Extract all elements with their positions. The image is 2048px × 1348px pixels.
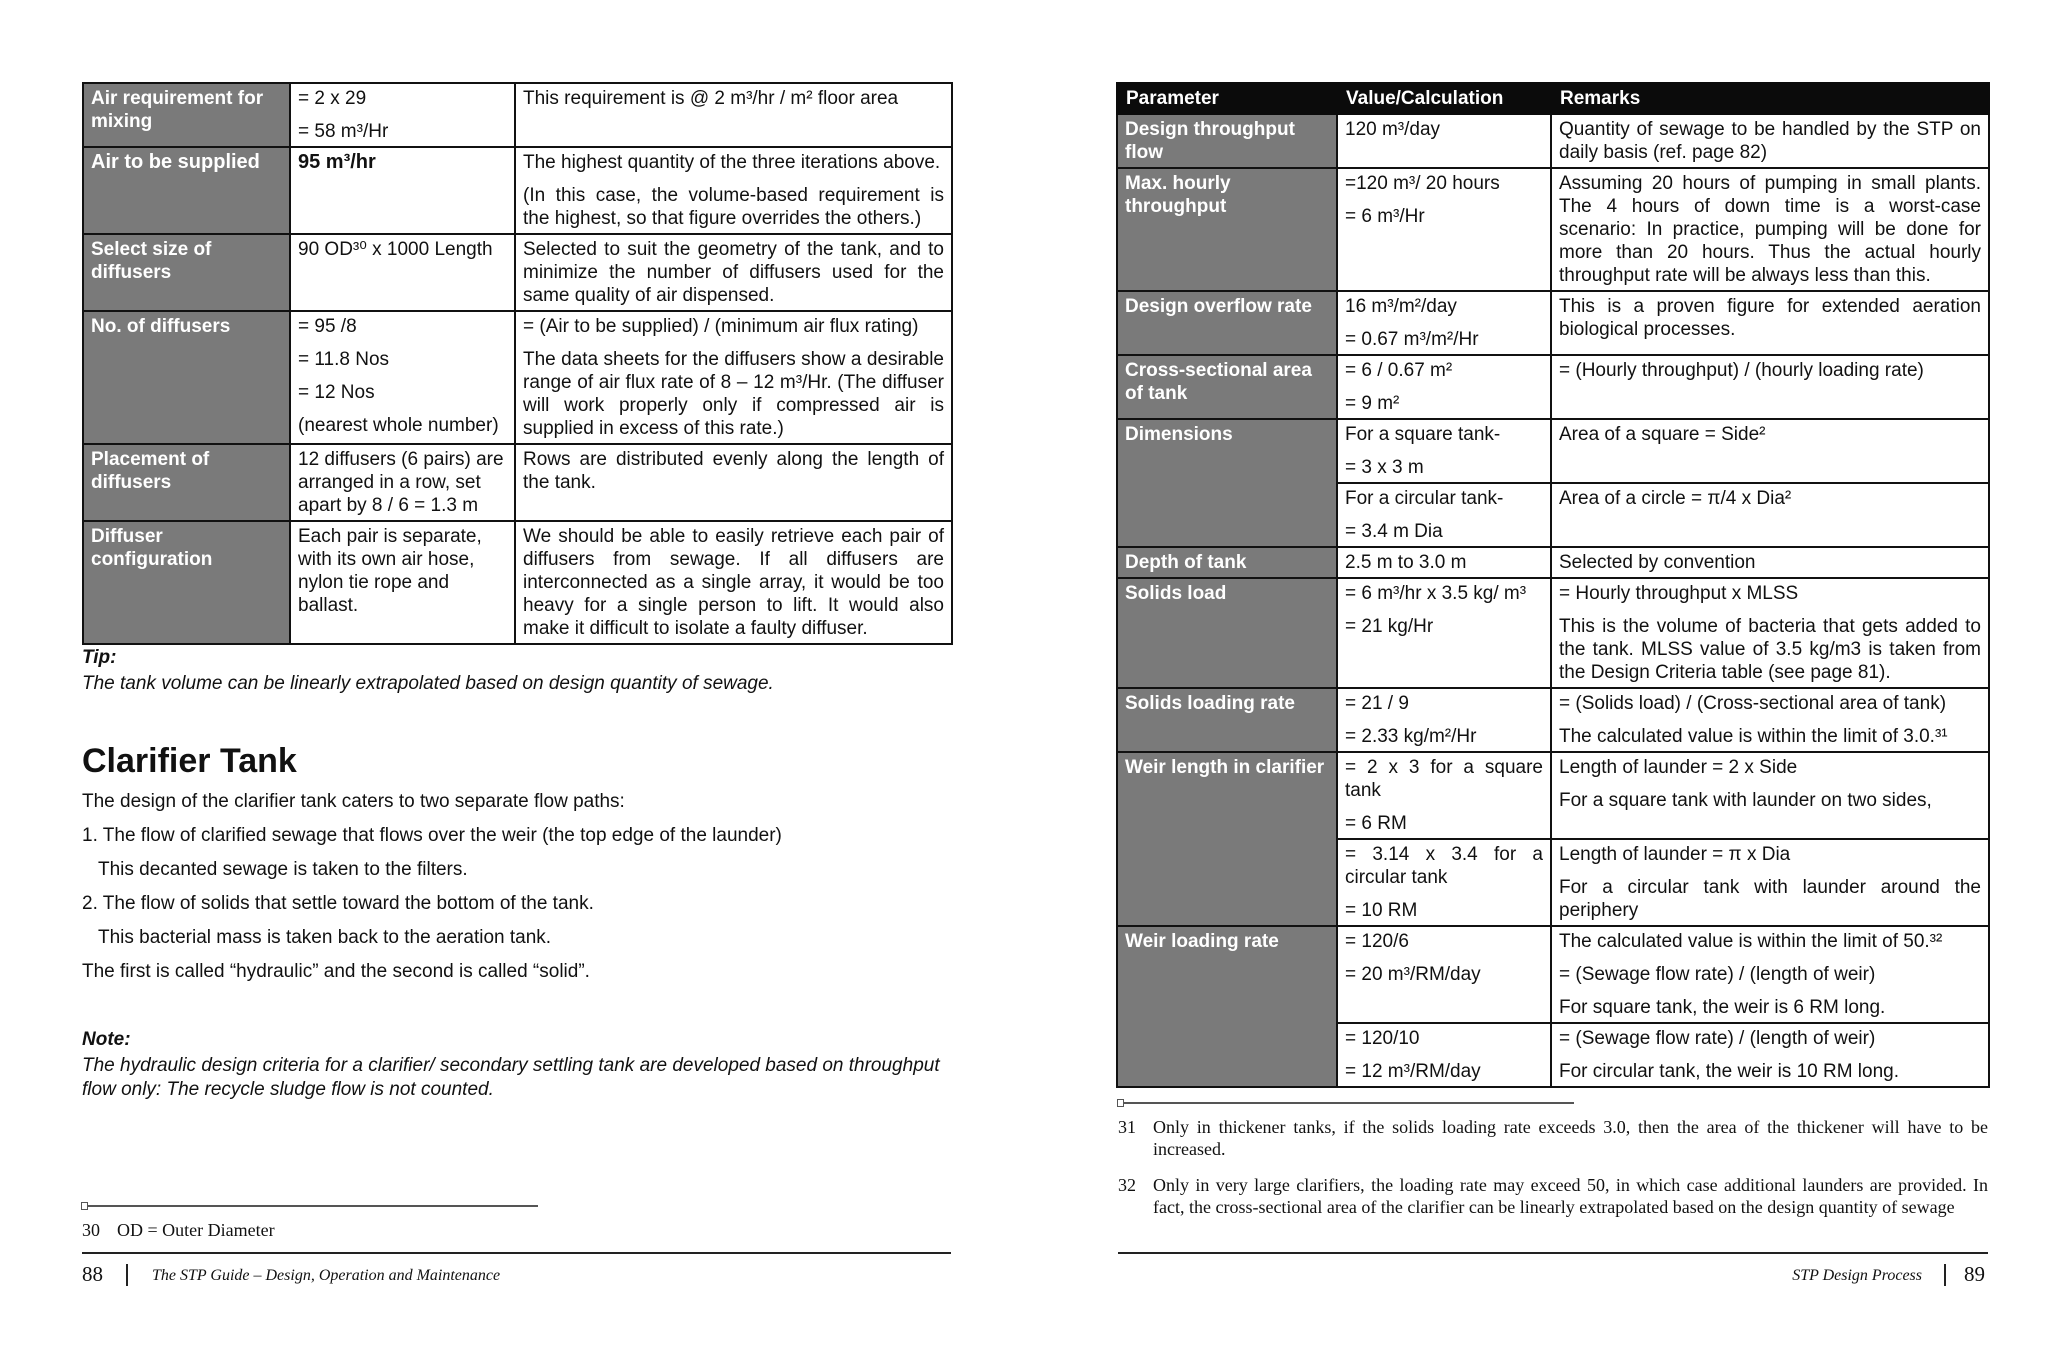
list-item-2-detail: This bacterial mass is taken back to the aeration tank.	[98, 927, 552, 948]
table-row	[1117, 355, 1989, 419]
value-cell	[1337, 839, 1551, 926]
footnote-31	[1118, 1116, 1988, 1162]
footnote-text: Only in very large clarifiers, the loading rate may exceed 50, in which case additional launders are provided. In fact, the cross-sectional area of the clarifier can be linearly extrapolated based on the design quantity of sewage	[1153, 1175, 1988, 1217]
cell-line: Quantity of sewage to be handled by the STP on daily basis (ref. page 82)	[1559, 119, 1981, 163]
remarks-cell	[1551, 291, 1989, 355]
footer-rule	[82, 1252, 951, 1254]
cell-line: Rows are distributed evenly along the length of the tank.	[523, 449, 944, 493]
value-cell	[1337, 547, 1551, 578]
value-cell	[290, 234, 515, 311]
page-number: 88	[82, 1262, 103, 1286]
tip-text: The tank volume can be linearly extrapolated based on design quantity of sewage.	[82, 673, 774, 694]
list-item-2: 2. The flow of solids that settle toward the bottom of the tank.	[82, 893, 594, 914]
value-cell	[1337, 291, 1551, 355]
cell-line: = 0.67 m³/m²/Hr	[1345, 329, 1479, 350]
footer-separator	[126, 1264, 128, 1286]
value-cell	[1337, 1023, 1551, 1087]
cell-line: = (Solids load) / (Cross-sectional area of tank)	[1559, 693, 1947, 714]
aeration-design-table	[82, 82, 953, 645]
cell-line: = 12 m³/RM/day	[1345, 1061, 1481, 1082]
cell-line: For square tank, the weir is 6 RM long.	[1559, 997, 1886, 1018]
cell-line: = 10 RM	[1345, 900, 1418, 921]
table-row	[1117, 291, 1989, 355]
cell-line: = 2 x 29	[298, 88, 367, 109]
paragraph-intro: The design of the clarifier tank caters to two separate flow paths:	[82, 791, 625, 812]
param-cell: Weir loading rate	[1117, 926, 1337, 1087]
table-row	[1117, 419, 1989, 483]
cell-line: = 3 x 3 m	[1345, 457, 1424, 478]
cell-line: The calculated value is within the limit of 50.³²	[1559, 931, 1943, 952]
table-row	[83, 83, 952, 147]
cell-line: = 2 x 3 for a square tank	[1345, 757, 1543, 801]
table-row	[1117, 168, 1989, 291]
cell-line: Length of launder = π x Dia	[1559, 844, 1791, 865]
cell-line: = 6 RM	[1345, 813, 1407, 834]
cell-line: = Hourly throughput x MLSS	[1559, 583, 1799, 604]
param-cell: Air to be supplied	[83, 147, 290, 234]
remarks-cell	[1551, 752, 1989, 839]
remarks-cell	[1551, 483, 1989, 547]
footer-separator-right	[1944, 1264, 1946, 1286]
table-row	[83, 147, 952, 234]
footnote-30	[82, 1219, 682, 1243]
value-cell	[290, 147, 515, 234]
param-cell: Dimensions	[1117, 419, 1337, 547]
remarks-cell	[515, 234, 952, 311]
cell-line: = 9 m²	[1345, 393, 1400, 414]
value-cell	[1337, 355, 1551, 419]
cell-line: = (Air to be supplied) / (minimum air flux rating)	[523, 316, 919, 337]
cell-line: Each pair is separate, with its own air hose, nylon tie rope and ballast.	[298, 526, 482, 616]
cell-line: = (Sewage flow rate) / (length of weir)	[1559, 964, 1876, 985]
footnote-text: OD = Outer Diameter	[117, 1220, 275, 1240]
cell-line: = 2.33 kg/m²/Hr	[1345, 726, 1477, 747]
cell-line: We should be able to easily retrieve each pair of diffusers from sewage. If all diffusers are interconnected as a single array, it would be too heavy for a single person to lift. It would also make it difficult to isolate a faulty diffuser.	[523, 526, 944, 639]
cell-line: = 21 / 9	[1345, 693, 1409, 714]
cell-line: =120 m³/ 20 hours	[1345, 173, 1500, 194]
value-cell	[290, 83, 515, 147]
value-cell	[290, 311, 515, 444]
remarks-cell	[1551, 926, 1989, 1023]
cell-line: Assuming 20 hours of pumping in small plants. The 4 hours of down time is a worst-case scenario: In practice, pumping will be done for more than 20 hours. Thus the actual hourly throughput rate will be always less than this.	[1559, 173, 1981, 286]
cell-line: 120 m³/day	[1345, 119, 1441, 140]
cell-line: (In this case, the volume-based requirement is the highest, so that figure overrides the others.)	[523, 185, 944, 229]
clarifier-design-table	[1116, 82, 1990, 1088]
running-title-right: STP Design Process	[1792, 1267, 1922, 1284]
table-row	[1117, 547, 1989, 578]
cell-line: = 95 /8	[298, 316, 357, 337]
section-title: Clarifier Tank	[82, 742, 297, 780]
value-cell	[290, 521, 515, 644]
param-cell: Placement of diffusers	[83, 444, 290, 521]
param-cell: No. of diffusers	[83, 311, 290, 444]
value-cell	[1337, 752, 1551, 839]
value-cell	[1337, 926, 1551, 1023]
cell-line: 90 OD³⁰ x 1000 Length	[298, 239, 493, 260]
param-cell: Depth of tank	[1117, 547, 1337, 578]
value-cell	[1337, 114, 1551, 168]
remarks-cell	[515, 147, 952, 234]
param-cell: Solids load	[1117, 578, 1337, 688]
paragraph-conclusion: The first is called “hydraulic” and the second is called “solid”.	[82, 961, 590, 982]
remarks-cell	[1551, 419, 1989, 483]
remarks-cell	[515, 444, 952, 521]
table-row	[83, 234, 952, 311]
cell-line: = 3.14 x 3.4 for a circular tank	[1345, 844, 1543, 888]
remarks-cell	[515, 311, 952, 444]
cell-line: = 21 kg/Hr	[1345, 616, 1434, 637]
param-cell: Design throughput flow	[1117, 114, 1337, 168]
cell-line: Area of a square = Side²	[1559, 424, 1766, 445]
footnote-rule	[82, 1205, 538, 1207]
note-text: The hydraulic design criteria for a clarifier/ secondary settling tank are developed based on throughput flow only: The recycle sludge flow is not counted.	[82, 1055, 940, 1100]
cell-line: The highest quantity of the three iterations above.	[523, 152, 941, 173]
cell-line: = (Hourly throughput) / (hourly loading rate)	[1559, 360, 1924, 381]
list-item-1-detail: This decanted sewage is taken to the filters.	[98, 859, 468, 880]
value-cell	[1337, 168, 1551, 291]
remarks-cell	[515, 83, 952, 147]
table-row	[83, 311, 952, 444]
cell-line: Selected by convention	[1559, 552, 1756, 573]
footnote-number: 31	[1118, 1117, 1136, 1137]
value-cell	[1337, 419, 1551, 483]
cell-line: = 12 Nos	[298, 382, 375, 403]
tip-label: Tip:	[82, 647, 117, 668]
cell-line: 95 m³/hr	[298, 151, 376, 173]
footnote-number: 32	[1118, 1175, 1136, 1195]
table-row	[1117, 688, 1989, 752]
table-row	[83, 521, 952, 644]
remarks-cell	[1551, 688, 1989, 752]
footnote-number: 30	[82, 1220, 100, 1240]
param-cell: Max. hourly throughput	[1117, 168, 1337, 291]
cell-line: = 11.8 Nos	[298, 349, 390, 370]
note-label: Note:	[82, 1029, 131, 1050]
cell-line: For a square tank with launder on two sides,	[1559, 790, 1932, 811]
header-parameter: Parameter	[1117, 83, 1337, 114]
remarks-cell	[1551, 114, 1989, 168]
param-cell: Design overflow rate	[1117, 291, 1337, 355]
cell-line: = 6 / 0.67 m²	[1345, 360, 1453, 381]
table-row	[1117, 926, 1989, 1023]
cell-line: = 120/10	[1345, 1028, 1420, 1049]
cell-line: Area of a circle = π/4 x Dia²	[1559, 488, 1792, 509]
footnote-rule-right	[1118, 1102, 1574, 1104]
cell-line: 2.5 m to 3.0 m	[1345, 552, 1467, 573]
param-cell: Weir length in clarifier	[1117, 752, 1337, 926]
param-cell: Air requirement for mixing	[83, 83, 290, 147]
param-cell: Cross-sectional area of tank	[1117, 355, 1337, 419]
cell-line: = 120/6	[1345, 931, 1409, 952]
cell-line: 12 diffusers (6 pairs) are arranged in a row, set apart by 8 / 6 = 1.3 m	[298, 449, 504, 516]
cell-line: The calculated value is within the limit of 3.0.³¹	[1559, 726, 1948, 747]
cell-line: For a circular tank with launder around the periphery	[1559, 877, 1981, 921]
table-row	[1117, 752, 1989, 839]
remarks-cell	[1551, 547, 1989, 578]
value-cell	[1337, 483, 1551, 547]
table-row	[83, 444, 952, 521]
cell-line: = 58 m³/Hr	[298, 121, 389, 142]
cell-line: For circular tank, the weir is 10 RM long.	[1559, 1061, 1900, 1082]
remarks-cell	[1551, 355, 1989, 419]
cell-line: = 6 m³/Hr	[1345, 206, 1425, 227]
remarks-cell	[1551, 1023, 1989, 1087]
page-number-right: 89	[1964, 1262, 1985, 1286]
value-cell	[290, 444, 515, 521]
cell-line: This is a proven figure for extended aeration biological processes.	[1559, 296, 1981, 340]
header-value: Value/Calculation	[1337, 83, 1551, 114]
list-item-1: 1. The flow of clarified sewage that flows over the weir (the top edge of the launder)	[82, 825, 782, 846]
footnote-text: Only in thickener tanks, if the solids loading rate exceeds 3.0, then the area of the thickener will have to be increased.	[1153, 1117, 1988, 1159]
cell-line: For a square tank-	[1345, 424, 1501, 445]
cell-line: Selected to suit the geometry of the tank, and to minimize the number of diffusers used for the same quality of air dispensed.	[523, 239, 944, 306]
param-cell: Solids loading rate	[1117, 688, 1337, 752]
remarks-cell	[1551, 168, 1989, 291]
cell-line: = 20 m³/RM/day	[1345, 964, 1481, 985]
cell-line: This requirement is @ 2 m³/hr / m² floor area	[523, 88, 899, 109]
cell-line: The data sheets for the diffusers show a desirable range of air flux rate of 8 – 12 m³/Hr. (The diffuser will work properly only if compressed air is supplied in excess of this rate.)	[523, 349, 944, 439]
cell-line: 16 m³/m²/day	[1345, 296, 1457, 317]
cell-line: Length of launder = 2 x Side	[1559, 757, 1798, 778]
remarks-cell	[1551, 578, 1989, 688]
param-cell: Select size of diffusers	[83, 234, 290, 311]
running-title: The STP Guide – Design, Operation and Maintenance	[152, 1267, 501, 1284]
table-row	[1117, 578, 1989, 688]
remarks-cell	[1551, 839, 1989, 926]
table-row	[1117, 114, 1989, 168]
param-cell: Diffuser configuration	[83, 521, 290, 644]
cell-line: (nearest whole number)	[298, 415, 499, 436]
cell-line: = 6 m³/hr x 3.5 kg/ m³	[1345, 583, 1527, 604]
value-cell	[1337, 688, 1551, 752]
value-cell	[1337, 578, 1551, 688]
footer-rule-right	[1118, 1252, 1988, 1254]
footnote-32	[1118, 1174, 1988, 1242]
header-remarks: Remarks	[1551, 83, 1989, 114]
remarks-cell	[515, 521, 952, 644]
cell-line: = (Sewage flow rate) / (length of weir)	[1559, 1028, 1876, 1049]
cell-line: = 3.4 m Dia	[1345, 521, 1443, 542]
table-header-row	[1117, 83, 1989, 114]
cell-line: For a circular tank-	[1345, 488, 1504, 509]
cell-line: This is the volume of bacteria that gets added to the tank. MLSS value of 3.5 kg/m3 is taken from the Design Criteria table (see page 81).	[1559, 616, 1981, 683]
